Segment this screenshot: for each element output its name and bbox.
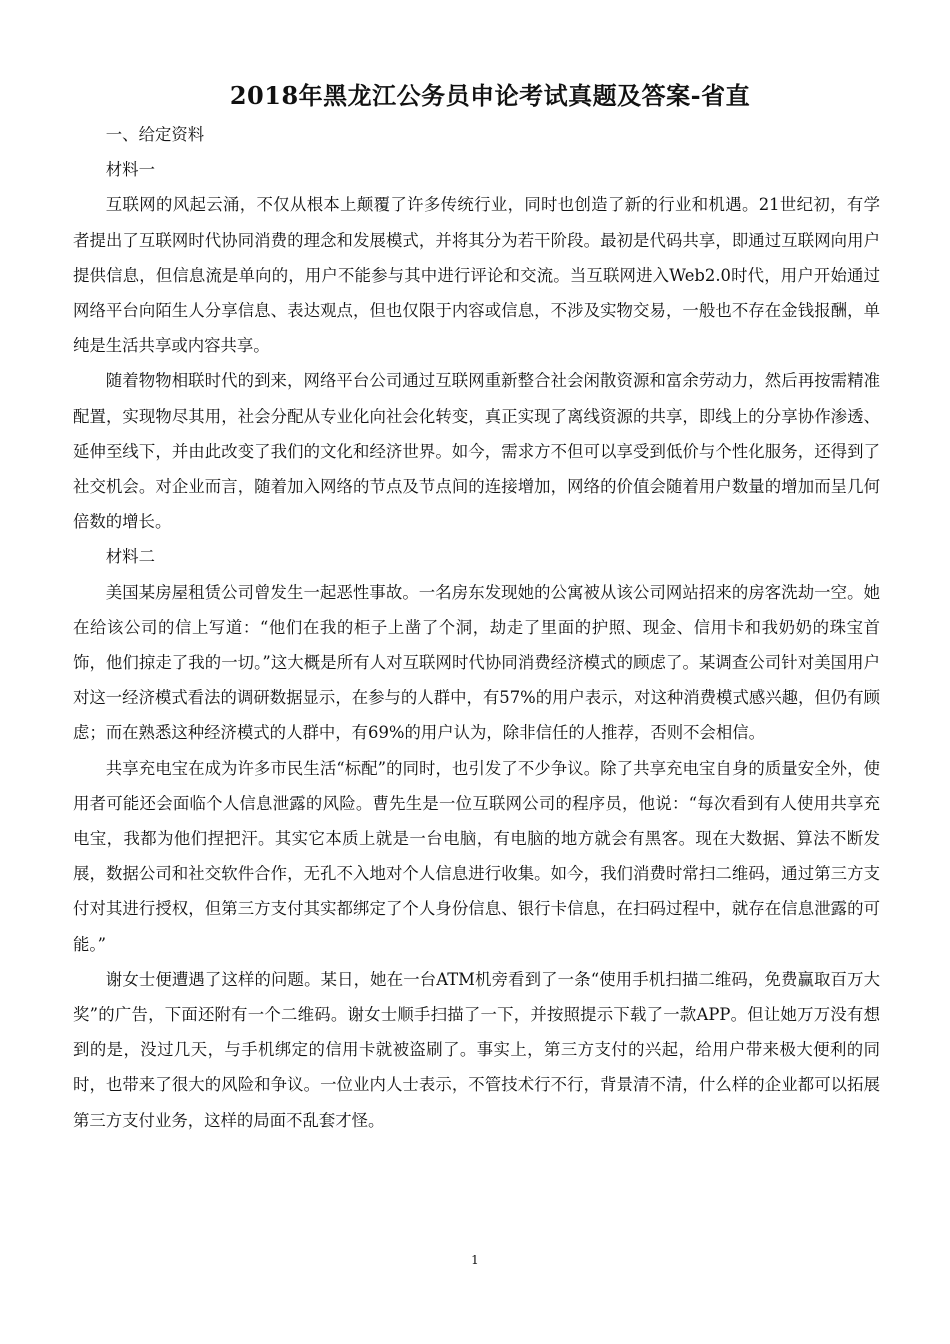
document-title: 2018年黑龙江公务员申论考试真题及答案-省直 [229, 81, 751, 110]
material-1-paragraph: 互联网的风起云涌，不仅从根本上颠覆了许多传统行业，同时也创造了新的行业和机遇。21世纪初，有学者提出了互联网时代协同消费的理念和发展模式，并将其分为若干阶段。最初是代码共享，即通过互联网向用户提供信息，但信息流是单向的，用户不能参与其中进行评论和交流。当互联网进入Web2.0时代，用户开始通过网络平台向陌生人分享信息、表达观点，但也仅限于内容或信息，不涉及实物交易，一般也不存在金钱报酬，单纯是生活共享或内容共享。 [73, 195, 880, 356]
material-1-paragraph: 随着物物相联时代的到来，网络平台公司通过互联网重新整合社会闲散资源和富余劳动力，然后再按需精准配置，实现物尽其用，社会分配从专业化向社会化转变，真正实现了离线资源的共享，即线上的分享协作渗透、延伸至线下，并由此改变了我们的文化和经济世界。如今，需求方不但可以享受到低价与个性化服务，还得到了社交机会。对企业而言，随着加入网络的节点及节点间的连接增加，网络的价值会随着用户数量的增加而呈几何倍数的增长。 [73, 371, 880, 532]
page-number: 1 [471, 1253, 479, 1267]
material-1-heading: 材料一 [105, 160, 155, 180]
section-heading: 一、给定资料 [105, 125, 205, 144]
material-2-heading: 材料二 [105, 547, 155, 567]
material-2-paragraph: 共享充电宝在成为许多市民生活“标配”的同时，也引发了不少争议。除了共享充电宝自身的质量安全外，使用者可能还会面临个人信息泄露的风险。曹先生是一位互联网公司的程序员，他说：“每次看到有人使用共享充电宝，我都为他们捏把汗。其实它本质上就是一台电脑，有电脑的地方就会有黑客。现在大数据、算法不断发展，数据公司和社交软件合作，无孔不入地对个人信息进行收集。如今，我们消费时常扫二维码，通过第三方支付对其进行授权，但第三方支付其实都绑定了个人身份信息、银行卡信息，在扫码过程中，就存在信息泄露的可能。” [73, 758, 880, 954]
material-2-paragraph: 美国某房屋租赁公司曾发生一起恶性事故。一名房东发现她的公寓被从该公司网站招来的房客洗劫一空。她在给该公司的信上写道：“他们在我的柜子上凿了个洞，劫走了里面的护照、现金、信用卡和我奶奶的珠宝首饰，他们掠走了我的一切。”这大概是所有人对互联网时代协同消费经济模式的顾虑了。某调查公司针对美国用户对这一经济模式看法的调研数据显示，在参与的人群中，有57%的用户表示，对这种消费模式感兴趣，但仍有顾虑；而在熟悉这种经济模式的人群中，有69%的用户认为，除非信任的人推荐，否则不会相信。 [73, 582, 880, 743]
document-body [73, 117, 880, 1138]
material-2-paragraph: 谢女士便遭遇了这样的问题。某日，她在一台ATM机旁看到了一条“使用手机扫描二维码，免费赢取百万大奖”的广告，下面还附有一个二维码。谢女士顺手扫描了一下，并按照提示下载了一款APP。但让她万万没有想到的是，没过几天，与手机绑定的信用卡就被盗刷了。事实上，第三方支付的兴起，给用户带来极大便利的同时，也带来了很大的风险和争议。一位业内人士表示，不管技术行不行，背景清不清，什么样的企业都可以拓展第三方支付业务，这样的局面不乱套才怪。 [73, 969, 880, 1130]
